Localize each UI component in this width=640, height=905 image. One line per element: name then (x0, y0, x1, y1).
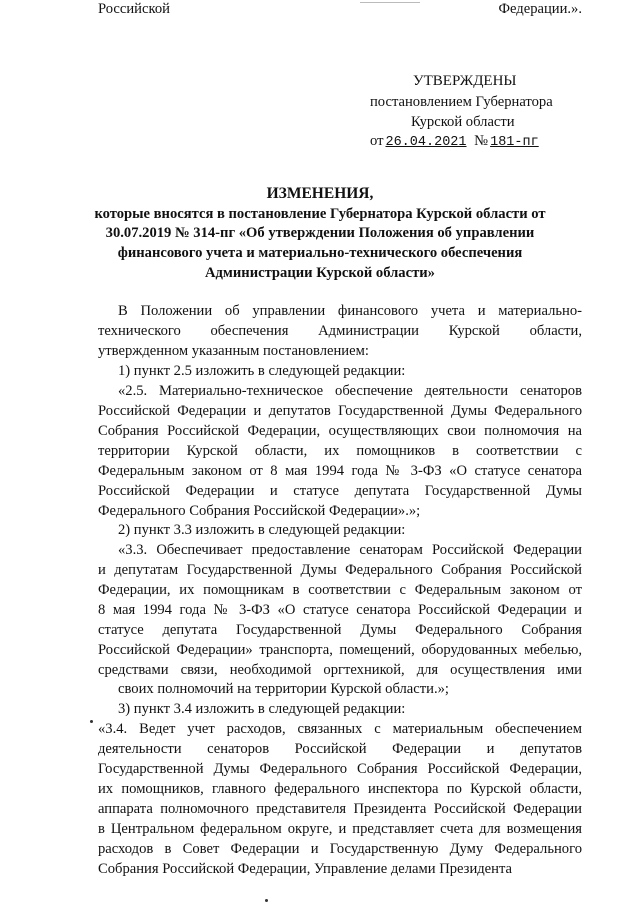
approval-number-prefix: № (474, 133, 489, 149)
body-line: Федерального Собрания Российской Федерации».»; (98, 503, 421, 519)
body-line: 3) пункт 3.4 изложить в следующей редакции: (118, 701, 406, 717)
approval-date: 26.04.2021 (385, 135, 467, 150)
body-line: средствами связи, необходимой оргтехникой, для осуществления ими (98, 662, 582, 678)
approval-line-2: Курской области (411, 114, 515, 130)
approval-line-1: постановлением Губернатора (370, 94, 553, 110)
body-line: Собрания Российской Федерации, осуществляющих свои полномочия на (98, 423, 582, 439)
body-line: технического обеспечения Администрации Курской области, (98, 323, 582, 339)
scan-speck (90, 720, 93, 723)
body-line: территории Курской области, их помощников в соответствии с (98, 443, 582, 459)
body-line: Российской Федерации» транспорта, помещений, оборудованных мебелью, (98, 642, 582, 658)
body-line: аппарата полномочного представителя Президента Российской Федерации (98, 801, 582, 817)
body-line: Федерации, их помощникам в соответствии с Федеральным законом от (98, 582, 582, 598)
body-line: своих полномочий на территории Курской области.»; (118, 681, 449, 697)
body-line: в Центральном федеральном округе, и представляет счета для возмещения (98, 821, 582, 837)
body-line: 1) пункт 2.5 изложить в следующей редакции: (118, 363, 406, 379)
body-line: 2) пункт 3.3 изложить в следующей редакции: (118, 522, 406, 538)
body-line: Российской Федерации и депутатов Государственной Думы Федерального (98, 403, 582, 419)
body-line: статусе депутата Государственной Думы Федерального Собрания (98, 622, 582, 638)
body-line: «2.5. Материально-техническое обеспечение деятельности сенаторов (118, 383, 582, 399)
body-line: деятельности сенаторов Российской Федерации и депутатов (98, 741, 582, 757)
body-line: 8 мая 1994 года № 3-ФЗ «О статусе сенатора Российской Федерации и (98, 602, 582, 618)
scan-speck (265, 899, 268, 902)
approval-number: 181-пг (490, 135, 539, 150)
heading-line: 30.07.2019 № 314-пг «Об утверждении Положения об управлении (105, 225, 535, 241)
body-line: Федеральным законом от 8 мая 1994 года № 3-ФЗ «О статусе сенатора (98, 463, 582, 479)
body-line: Российской Федерации.». (98, 1, 582, 17)
body-line: утвержденном указанным постановлением: (98, 343, 369, 359)
heading-line: Администрации Курской области» (205, 265, 435, 281)
body-line: Государственной Думы Федерального Собрания Российской Федерации, (98, 761, 582, 777)
body-line: расходов в Совет Федерации и Государственную Думу Федерального (98, 841, 582, 857)
body-line: и депутатам Государственной Думы Федерального Собрания Российской (98, 562, 582, 578)
document-title: ИЗМЕНЕНИЯ, (266, 185, 374, 202)
body-line: их помощников, главного федерального инспектора по Курской области, (98, 781, 582, 797)
approval-date-line (370, 132, 553, 152)
body-line: «3.4. Ведет учет расходов, связанных с материальным обеспечением (98, 721, 582, 737)
body-line: Российской Федерации и статусе депутата Государственной Думы (98, 483, 582, 499)
body-line: «3.3. Обеспечивает предоставление сенаторам Российской Федерации (118, 542, 582, 558)
approval-from-prefix: от (370, 133, 384, 149)
heading-line: которые вносятся в постановление Губернатора Курской области от (94, 206, 546, 222)
body-line: Собрания Российской Федерации, Управление делами Президента (98, 861, 513, 877)
heading-line: финансового учета и материально-технического обеспечения (117, 245, 523, 261)
approval-title: УТВЕРЖДЕНЫ (413, 73, 517, 89)
body-line: В Положении об управлении финансового учета и материально- (118, 303, 582, 319)
